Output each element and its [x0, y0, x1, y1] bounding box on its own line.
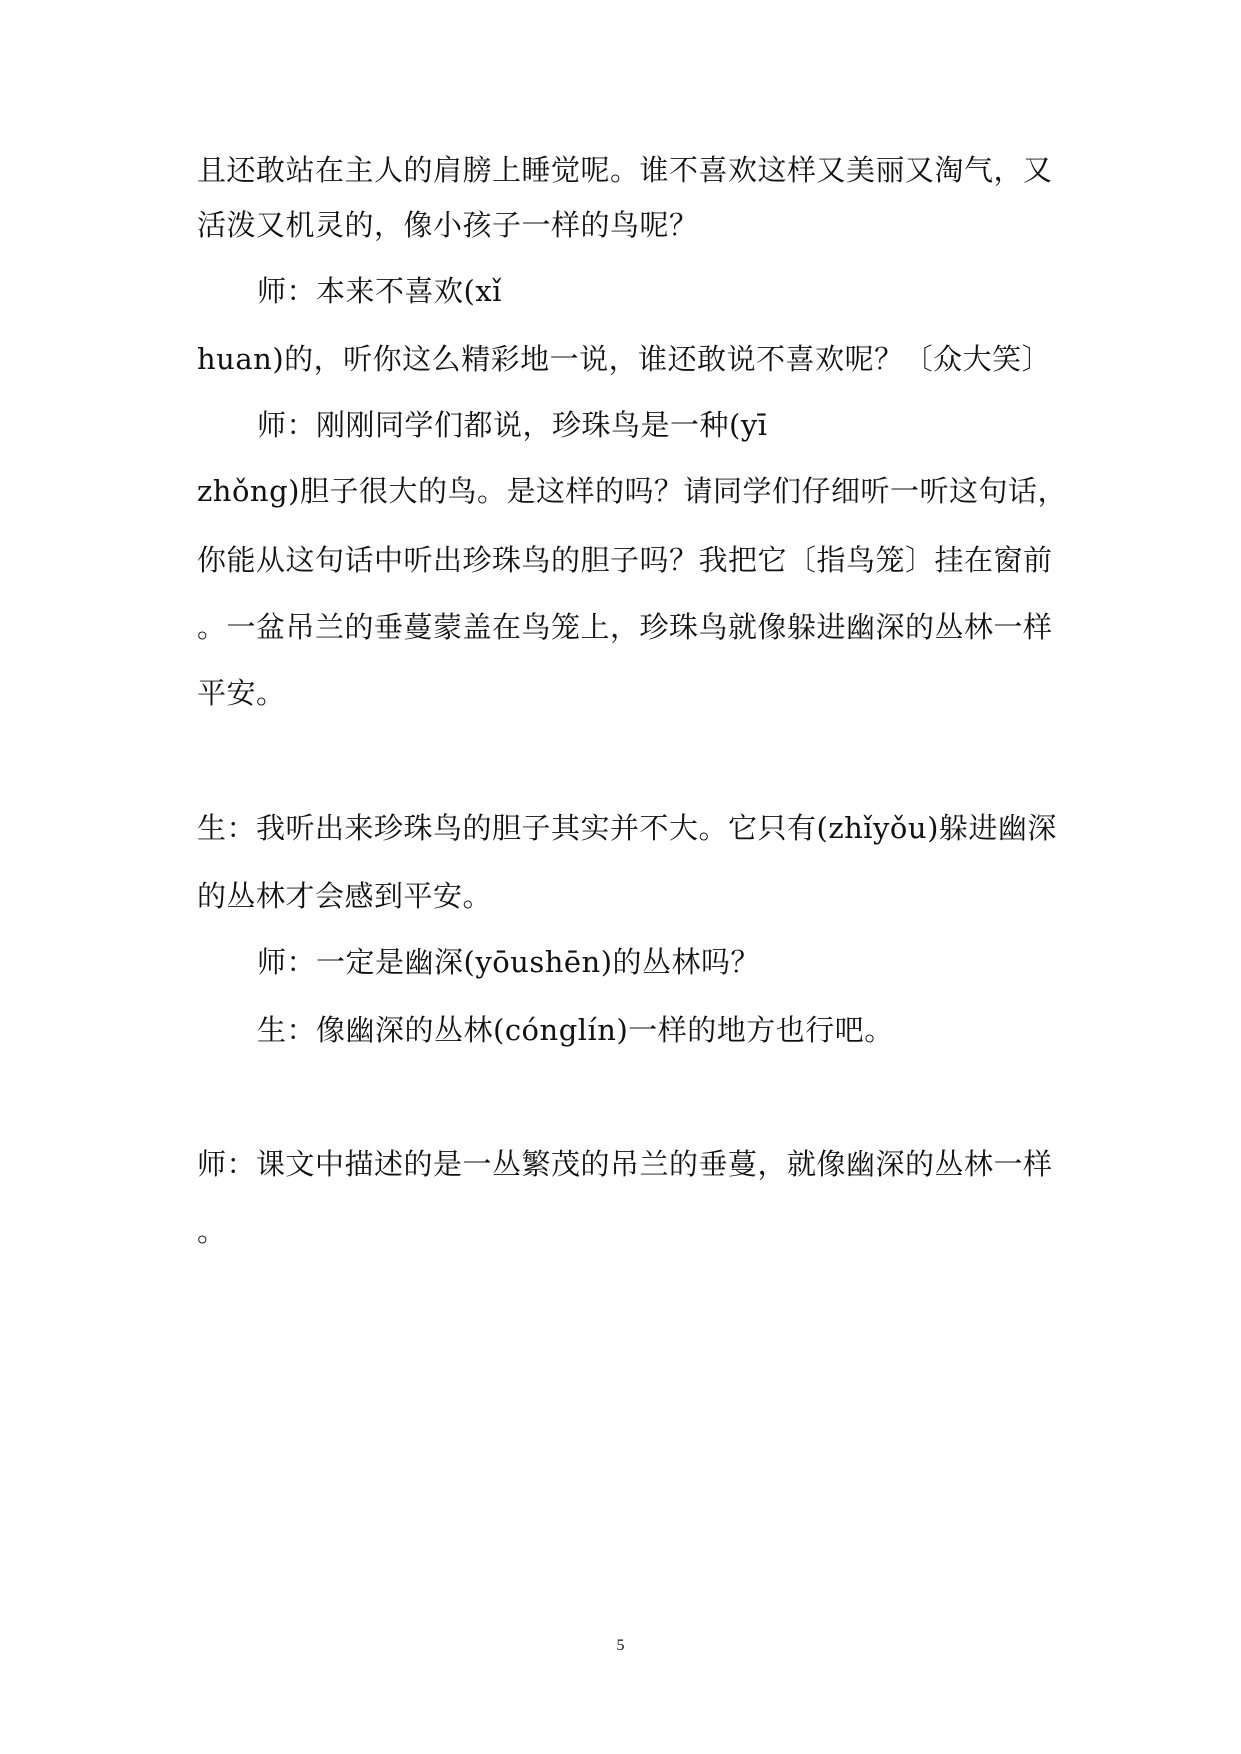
text-line: 生：我听出来珍珠鸟的胆子其实并不大。它只有(zhǐyǒu)躲进幽深	[197, 811, 1057, 845]
text-line: 且还敢站在主人的肩膀上睡觉呢。谁不喜欢这样又美丽又淘气，又	[197, 153, 1053, 187]
text-line: 平安。	[197, 676, 286, 710]
text-line: 。一盆吊兰的垂蔓蒙盖在鸟笼上，珍珠鸟就像躲进幽深的丛林一样	[197, 610, 1053, 644]
text-line: 师：本来不喜欢(xǐ	[257, 274, 502, 308]
text-line: 师：课文中描述的是一丛繁茂的吊兰的垂蔓，就像幽深的丛林一样	[197, 1147, 1053, 1181]
text-line: zhǒng)胆子很大的鸟。是这样的吗？请同学们仔细听一听这句话，	[197, 474, 1067, 508]
page-number: 5	[616, 1637, 625, 1654]
text-line: 活泼又机灵的，像小孩子一样的鸟呢？	[197, 208, 699, 242]
text-line: 师：刚刚同学们都说，珍珠鸟是一种(yī	[257, 408, 768, 442]
text-line: 师：一定是幽深(yōushēn)的丛林吗？	[257, 945, 761, 979]
text-line: huan)的，听你这么精彩地一说，谁还敢说不喜欢呢？〔众大笑〕	[197, 342, 1052, 376]
text-line: 。	[197, 1214, 227, 1248]
text-line: 的丛林才会感到平安。	[197, 879, 493, 913]
text-line: 生：像幽深的丛林(cónglín)一样的地方也行吧。	[257, 1013, 894, 1047]
text-line: 你能从这句话中听出珍珠鸟的胆子吗？我把它〔指鸟笼〕挂在窗前	[197, 543, 1053, 577]
